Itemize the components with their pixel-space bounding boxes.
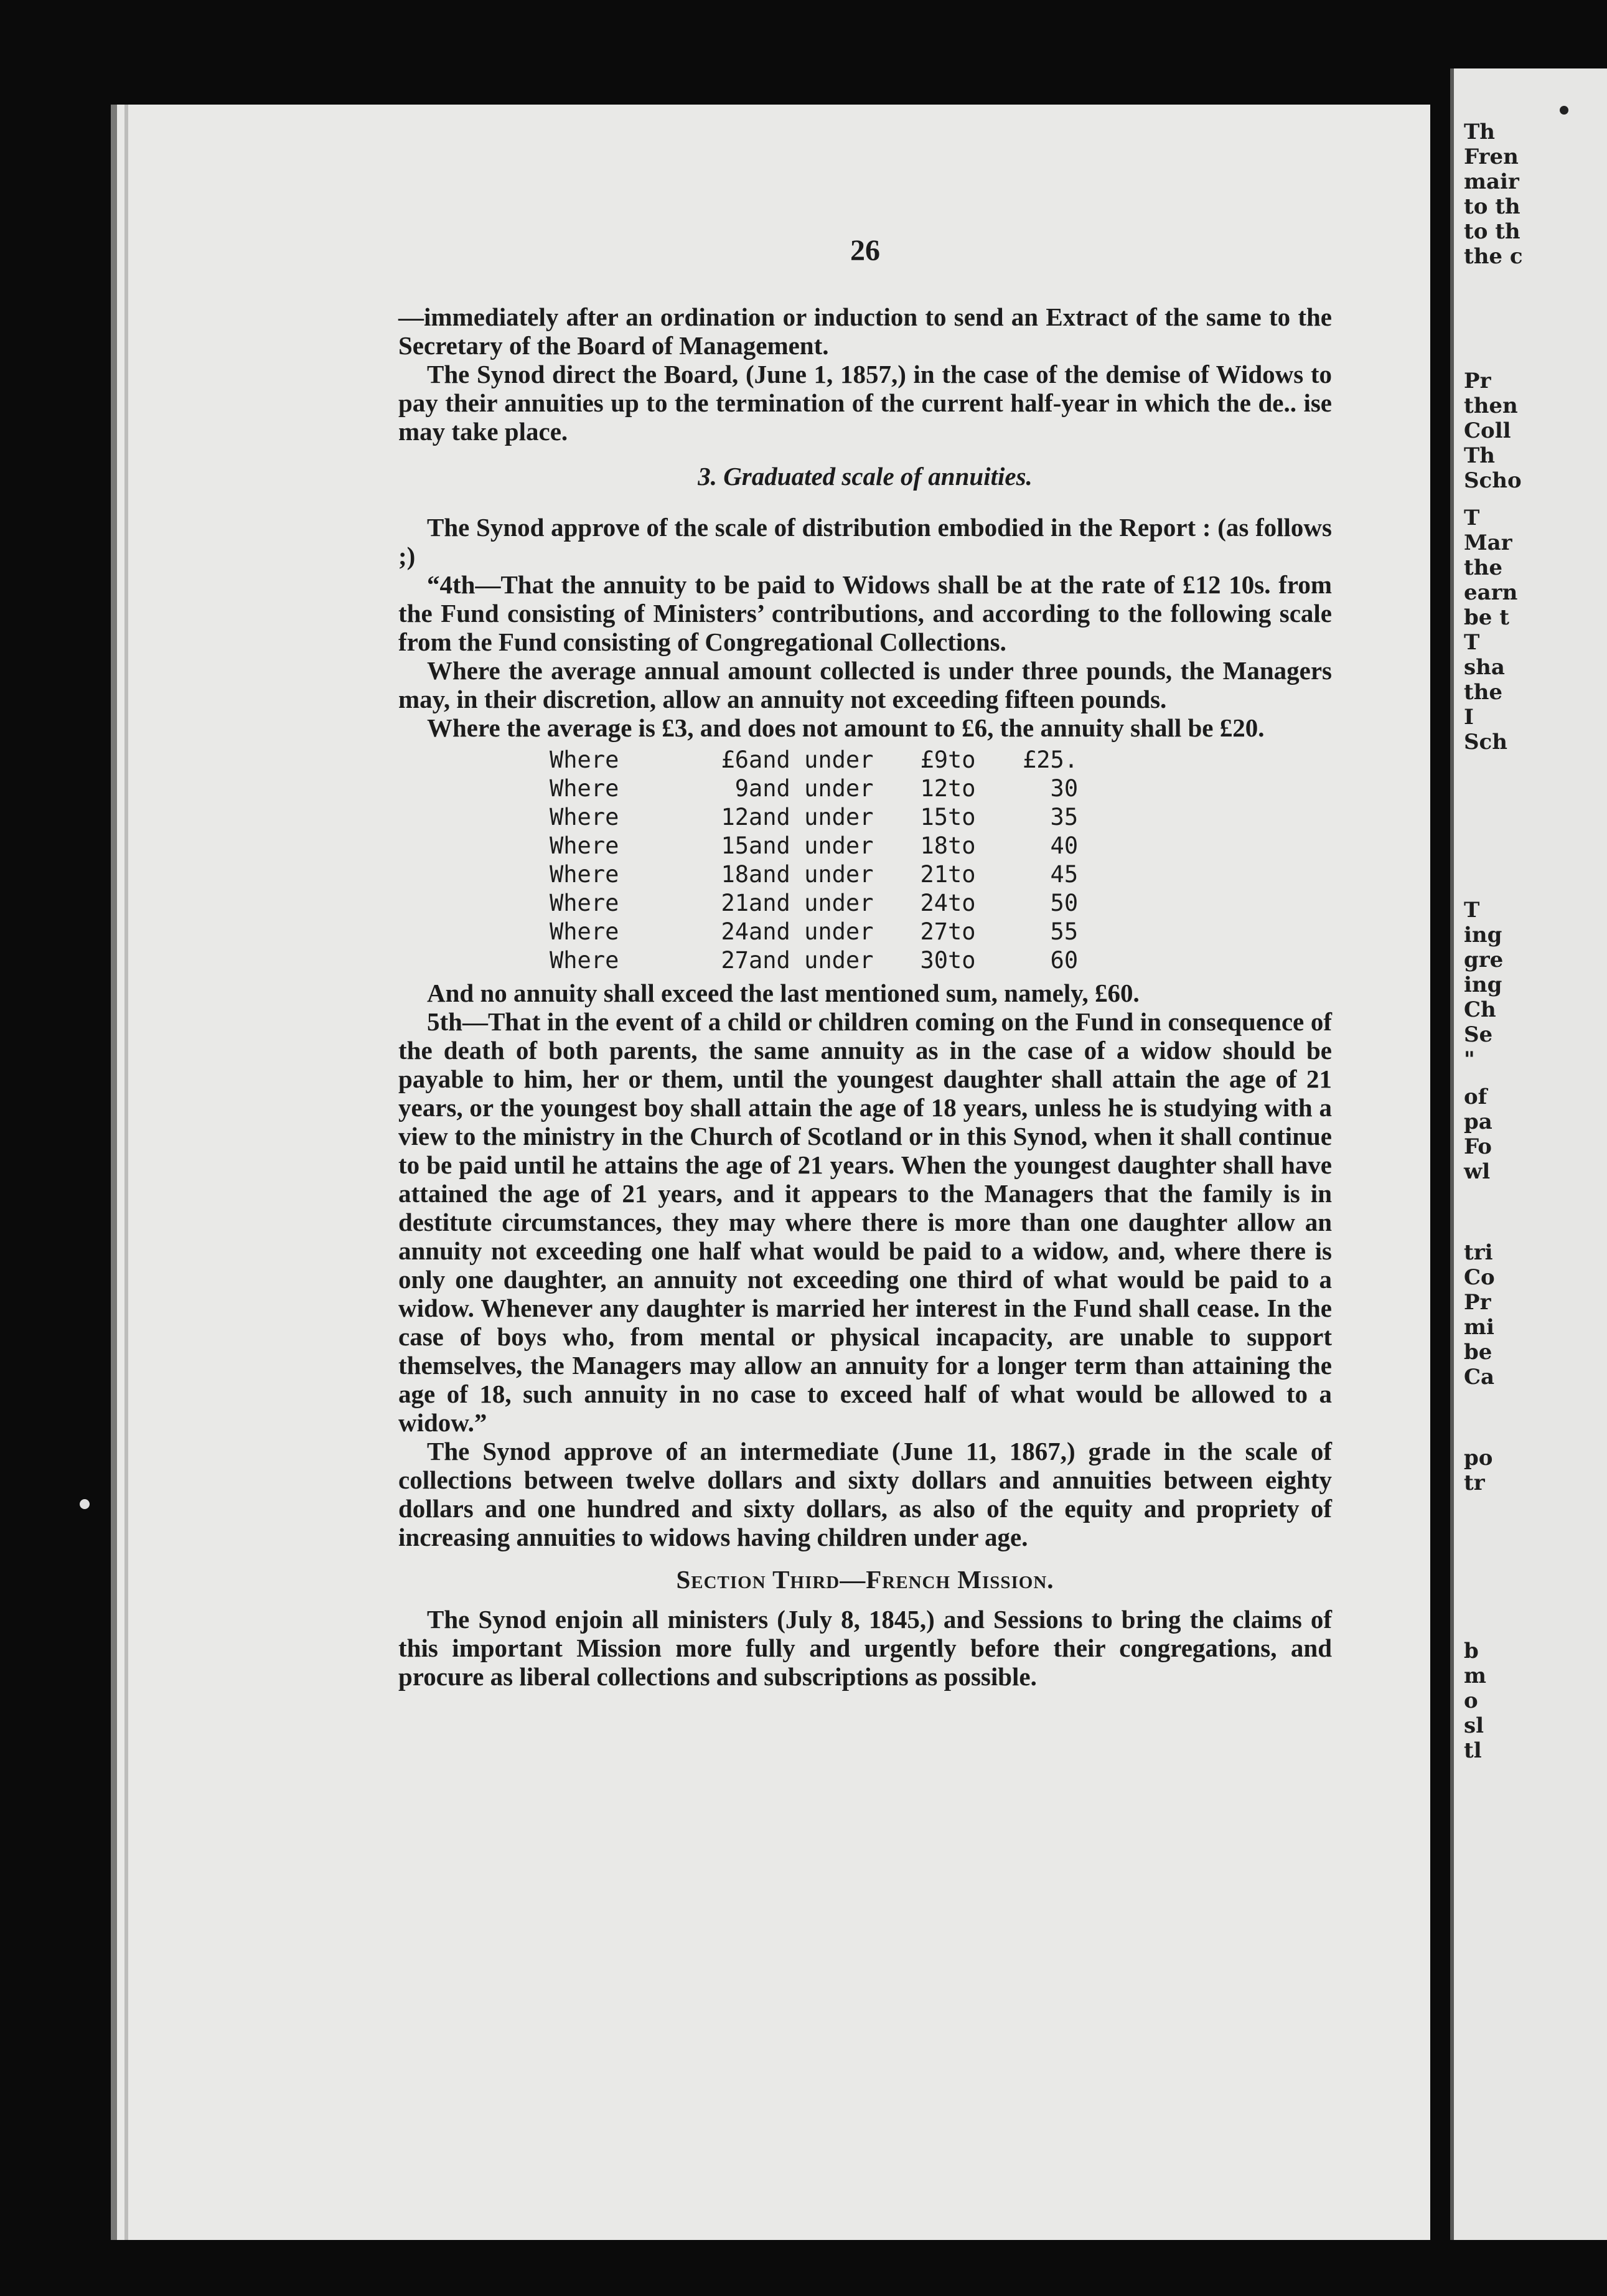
table-cell: to (948, 746, 976, 773)
right-page-text: sl (1464, 1713, 1484, 1738)
table-cell: to (948, 861, 976, 888)
table-cell: 21 (920, 861, 948, 888)
table-cell: £9 (920, 746, 948, 773)
paragraph: The Synod approve of an intermediate (June 11, 1867,) grade in the scale of collections between twelve dollars and sixty dollars and annuities between eighty dollars and one hundred and sixty dollars, as also of the equity and propriety of increasing annuities to widows having children under age. (398, 1437, 1332, 1551)
paragraph: The Synod approve of the scale of distribution embodied in the Report : (as follows ;) (398, 513, 1332, 570)
table-cell: to (948, 890, 976, 916)
right-page-text: Th (1464, 443, 1496, 468)
table-cell: 18 (721, 861, 749, 888)
paragraph: “4th—That the annuity to be paid to Widows shall be at the rate of £12 10s. from the Fund consisting of Ministers’ contributions, and according to the following scale from the Fund consisting of Congregational Collections. (398, 570, 1332, 656)
table-cell: 24 (920, 890, 948, 916)
table-cell: 9 (734, 775, 749, 802)
table-cell: 50 (1050, 890, 1079, 916)
table-cell: 40 (1050, 832, 1079, 859)
table-cell: 21 (721, 890, 749, 916)
scan-speck (80, 1499, 90, 1509)
table-cell: and under (749, 890, 874, 916)
right-page-text: I (1464, 705, 1474, 730)
table-cell: 15 (721, 832, 749, 859)
table-cell: to (948, 804, 976, 830)
table-cell: Where (550, 947, 619, 974)
right-page-text: Coll (1464, 418, 1511, 443)
right-page-text: to th (1464, 219, 1520, 244)
right-page-text: Sch (1464, 730, 1507, 755)
right-page-text: of (1464, 1084, 1488, 1109)
right-page-text: T (1464, 630, 1480, 655)
ink-dot (1560, 106, 1568, 115)
right-page-text: Fren (1464, 144, 1519, 169)
right-page-text: the (1464, 680, 1503, 705)
table-cell: 18 (920, 832, 948, 859)
right-page-text: the c (1464, 244, 1523, 269)
table-cell: 30 (1050, 775, 1079, 802)
table-cell: 35 (1050, 804, 1079, 830)
right-page-text: earn (1464, 580, 1518, 605)
table-cell: and under (749, 947, 874, 974)
right-page-text: Ch (1464, 997, 1496, 1022)
right-page-text: Th (1464, 120, 1496, 144)
table-cell: 27 (920, 918, 948, 945)
table-row (550, 889, 1078, 918)
page-text (398, 234, 1332, 1691)
table-cell: and under (749, 804, 874, 830)
table-cell: to (948, 832, 976, 859)
right-page-text: T (1464, 506, 1480, 530)
right-page-text: Co (1464, 1265, 1495, 1290)
right-page-fragment (1450, 68, 1607, 2240)
paragraph: —immediately after an ordination or induction to send an Extract of the same to the Secretary of the Board of Management. (398, 303, 1332, 360)
right-page-text: mair (1464, 169, 1519, 194)
right-page-text: then (1464, 393, 1518, 418)
right-page-text: the (1464, 555, 1503, 580)
right-page-text: b (1464, 1639, 1479, 1663)
section-heading: Section Third—French Mission. (676, 1565, 1054, 1594)
table-cell: Where (550, 775, 619, 802)
paragraph: And no annuity shall exceed the last mentioned sum, namely, £60. (427, 979, 1140, 1007)
table-cell: 12 (721, 804, 749, 830)
right-page-text: ing (1464, 972, 1502, 997)
right-page-text: po (1464, 1446, 1493, 1470)
right-page-text: T (1464, 898, 1480, 923)
table-cell: 45 (1050, 861, 1079, 888)
table-cell: 15 (920, 804, 948, 830)
table-cell: Where (550, 746, 619, 773)
table-row (550, 946, 1078, 975)
right-page-text: Scho (1464, 468, 1522, 493)
table-cell: and under (749, 746, 874, 773)
right-page-text: gre (1464, 948, 1504, 972)
table-cell: 60 (1050, 947, 1079, 974)
table-row (550, 803, 1078, 832)
right-page-text: " (1464, 1047, 1475, 1072)
page-number: 26 (850, 234, 880, 267)
subheading: 3. Graduated scale of annuities. (698, 462, 1033, 491)
table-cell: Where (550, 832, 619, 859)
right-page-text: tl (1464, 1738, 1482, 1763)
right-page-text: o (1464, 1688, 1478, 1713)
right-page-text: be t (1464, 605, 1509, 630)
table-cell: Where (550, 890, 619, 916)
table-cell: 55 (1050, 918, 1079, 945)
table-cell: and under (749, 918, 874, 945)
table-cell: and under (749, 775, 874, 802)
paragraph: 5th—That in the event of a child or children coming on the Fund in consequence of the death of both parents, the same annuity as in the case of a widow should be payable to him, her or them, until the youngest daughter shall attain the age of 21 years, or the youngest boy shall attain the age of 18 years, unless he is studying with a view to the ministry in the Church of Scotland or in this Synod, when it shall continue to be paid until he attains the age of 21 years. When the youngest daughter shall have attained the age of 21 years, and it appears to the Managers that the family is in destitute circumstances, they may where there is more than one daughter allow an annuity not exceeding one half what would be paid to a widow, and, where there is only one daughter, an annuity not exceeding one third of what would be paid to a widow. Whenever any daughter is married her interest in the Fund shall cease. In the case of boys who, from mental or physical incapacity, are unable to support themselves, the Managers may allow an annuity for a longer term than attaining the age of 18, such annuity in no case to exceed half of what would be allowed to a widow.” (398, 1007, 1332, 1437)
right-page-text: Fo (1464, 1134, 1492, 1159)
right-page-text: Ca (1464, 1365, 1495, 1390)
table-cell: Where (550, 861, 619, 888)
right-page-text: tri (1464, 1240, 1493, 1265)
right-page-text: m (1464, 1663, 1486, 1688)
right-page-text: Mar (1464, 530, 1512, 555)
right-page-text: sha (1464, 655, 1505, 680)
table-cell: and under (749, 861, 874, 888)
table-row (550, 832, 1078, 860)
right-page-text: ing (1464, 923, 1502, 948)
table-cell: to (948, 947, 976, 974)
table-row (550, 774, 1078, 803)
paragraph: Where the average is £3, and does not amount to £6, the annuity shall be £20. (427, 713, 1265, 742)
right-page-text: tr (1464, 1470, 1485, 1495)
table-row (550, 860, 1078, 889)
table-cell: £6 (721, 746, 749, 773)
paragraph: The Synod direct the Board, (June 1, 1857,) in the case of the demise of Widows to pay their annuities up to the termination of the current half-year in which the de.. ise may take place. (398, 360, 1332, 446)
right-page-text: wl (1464, 1159, 1491, 1184)
table-row (550, 746, 1078, 774)
table-row (550, 918, 1078, 946)
table-cell: and under (749, 832, 874, 859)
right-page-text: mi (1464, 1315, 1494, 1340)
right-page-text: pa (1464, 1109, 1492, 1134)
paragraph: Where the average annual amount collected is under three pounds, the Managers may, in their discretion, allow an annuity not exceeding fifteen pounds. (398, 656, 1332, 713)
right-page-text: be (1464, 1340, 1492, 1365)
right-page-text: to th (1464, 194, 1520, 219)
annuity-scale-table (550, 746, 1078, 975)
table-cell: 24 (721, 918, 749, 945)
table-cell: 12 (920, 775, 948, 802)
table-cell: Where (550, 804, 619, 830)
table-cell: Where (550, 918, 619, 945)
table-cell: £25. (1023, 746, 1079, 773)
paragraph: The Synod enjoin all ministers (July 8, 1845,) and Sessions to bring the claims of this important Mission more fully and urgently before their congregations, and procure as liberal collections and subscriptions as possible. (398, 1605, 1332, 1691)
table-cell: 27 (721, 947, 749, 974)
table-cell: to (948, 918, 976, 945)
right-page-text: Pr (1464, 1290, 1491, 1315)
right-page-text: Pr (1464, 369, 1491, 393)
table-cell: 30 (920, 947, 948, 974)
right-page-text: Se (1464, 1022, 1493, 1047)
table-cell: to (948, 775, 976, 802)
